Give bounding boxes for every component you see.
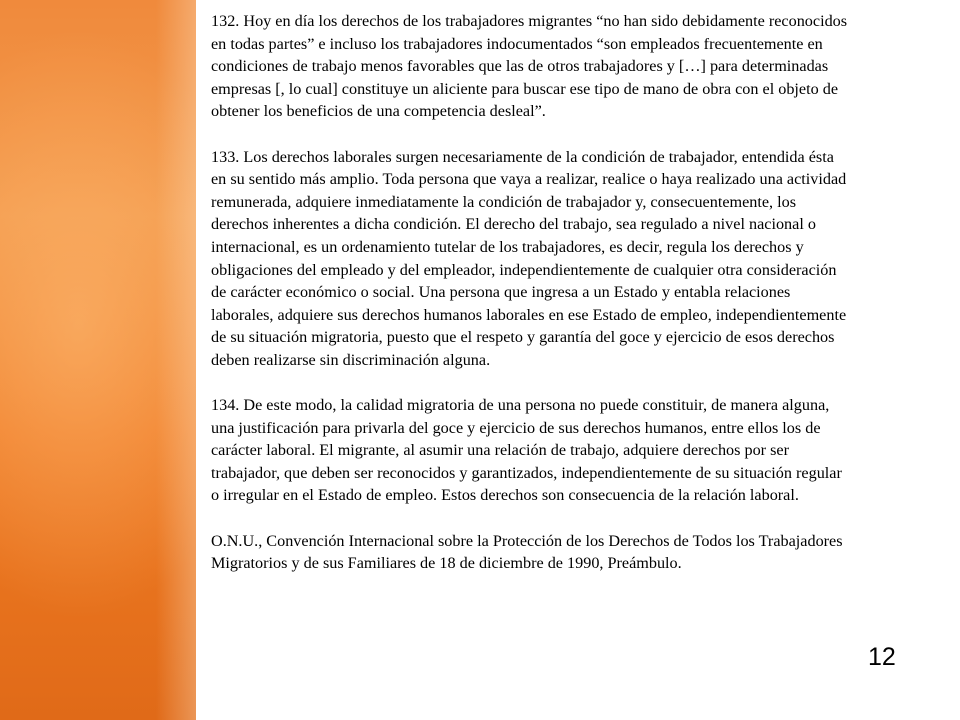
page-number: 12 [868, 643, 896, 671]
paragraph-134: 134. De este modo, la calidad migratoria de una persona no puede constituir, de manera alguna, una justificación para privarla del goce y ejercicio de sus derechos humanos, entre ellos los de carácter laboral. El migrante, al asumir una relación de trabajo, adquiere derechos por ser trabajador, que deben ser reconocidos y garantizados, independientemente de su situación regular o irregular en el Estado de empleo. Estos derechos son consecuencia de la relación laboral. [211, 396, 842, 505]
decorative-orange-band [0, 0, 196, 720]
paragraph-132: 132. Hoy en día los derechos de los trabajadores migrantes “no han sido debidamente reconocidos en todas partes” e incluso los trabajadores indocumentados “son empleados frecuentemente en condiciones de trabajo menos favorables que las de otros trabajadores y […] para determinadas empresas [, lo cual] constituye un aliciente para buscar ese tipo de mano de obra con el objeto de obtener los beneficios de una competencia desleal”. [211, 12, 848, 121]
text-body [211, 10, 955, 575]
source-citation: O.N.U., Convención Internacional sobre la Protección de los Derechos de Todos los Trabajadores Migratorios y de sus Familiares de 18 de diciembre de 1990, Preámbulo. [211, 531, 843, 573]
paragraph-133: 133. Los derechos laborales surgen necesariamente de la condición de trabajador, entendida ésta en su sentido más amplio. Toda persona que vaya a realizar, realice o haya realizado una actividad remunerada, adquiere inmediatamente la condición de trabajador y, consecuentemente, los derechos inherentes a dicha condición. El derecho del trabajo, sea regulado a nivel nacional o internacional, es un ordenamiento tutelar de los trabajadores, es decir, regula los derechos y obligaciones del empleado y del empleador, independientemente de cualquier otra consideración de carácter económico o social. Una persona que ingresa a un Estado y entabla relaciones laborales, adquiere sus derechos humanos laborales en ese Estado de empleo, independientemente de su situación migratoria, puesto que el respeto y garantía del goce y ejercicio de esos derechos deben realizarse sin discriminación alguna. [211, 147, 847, 369]
